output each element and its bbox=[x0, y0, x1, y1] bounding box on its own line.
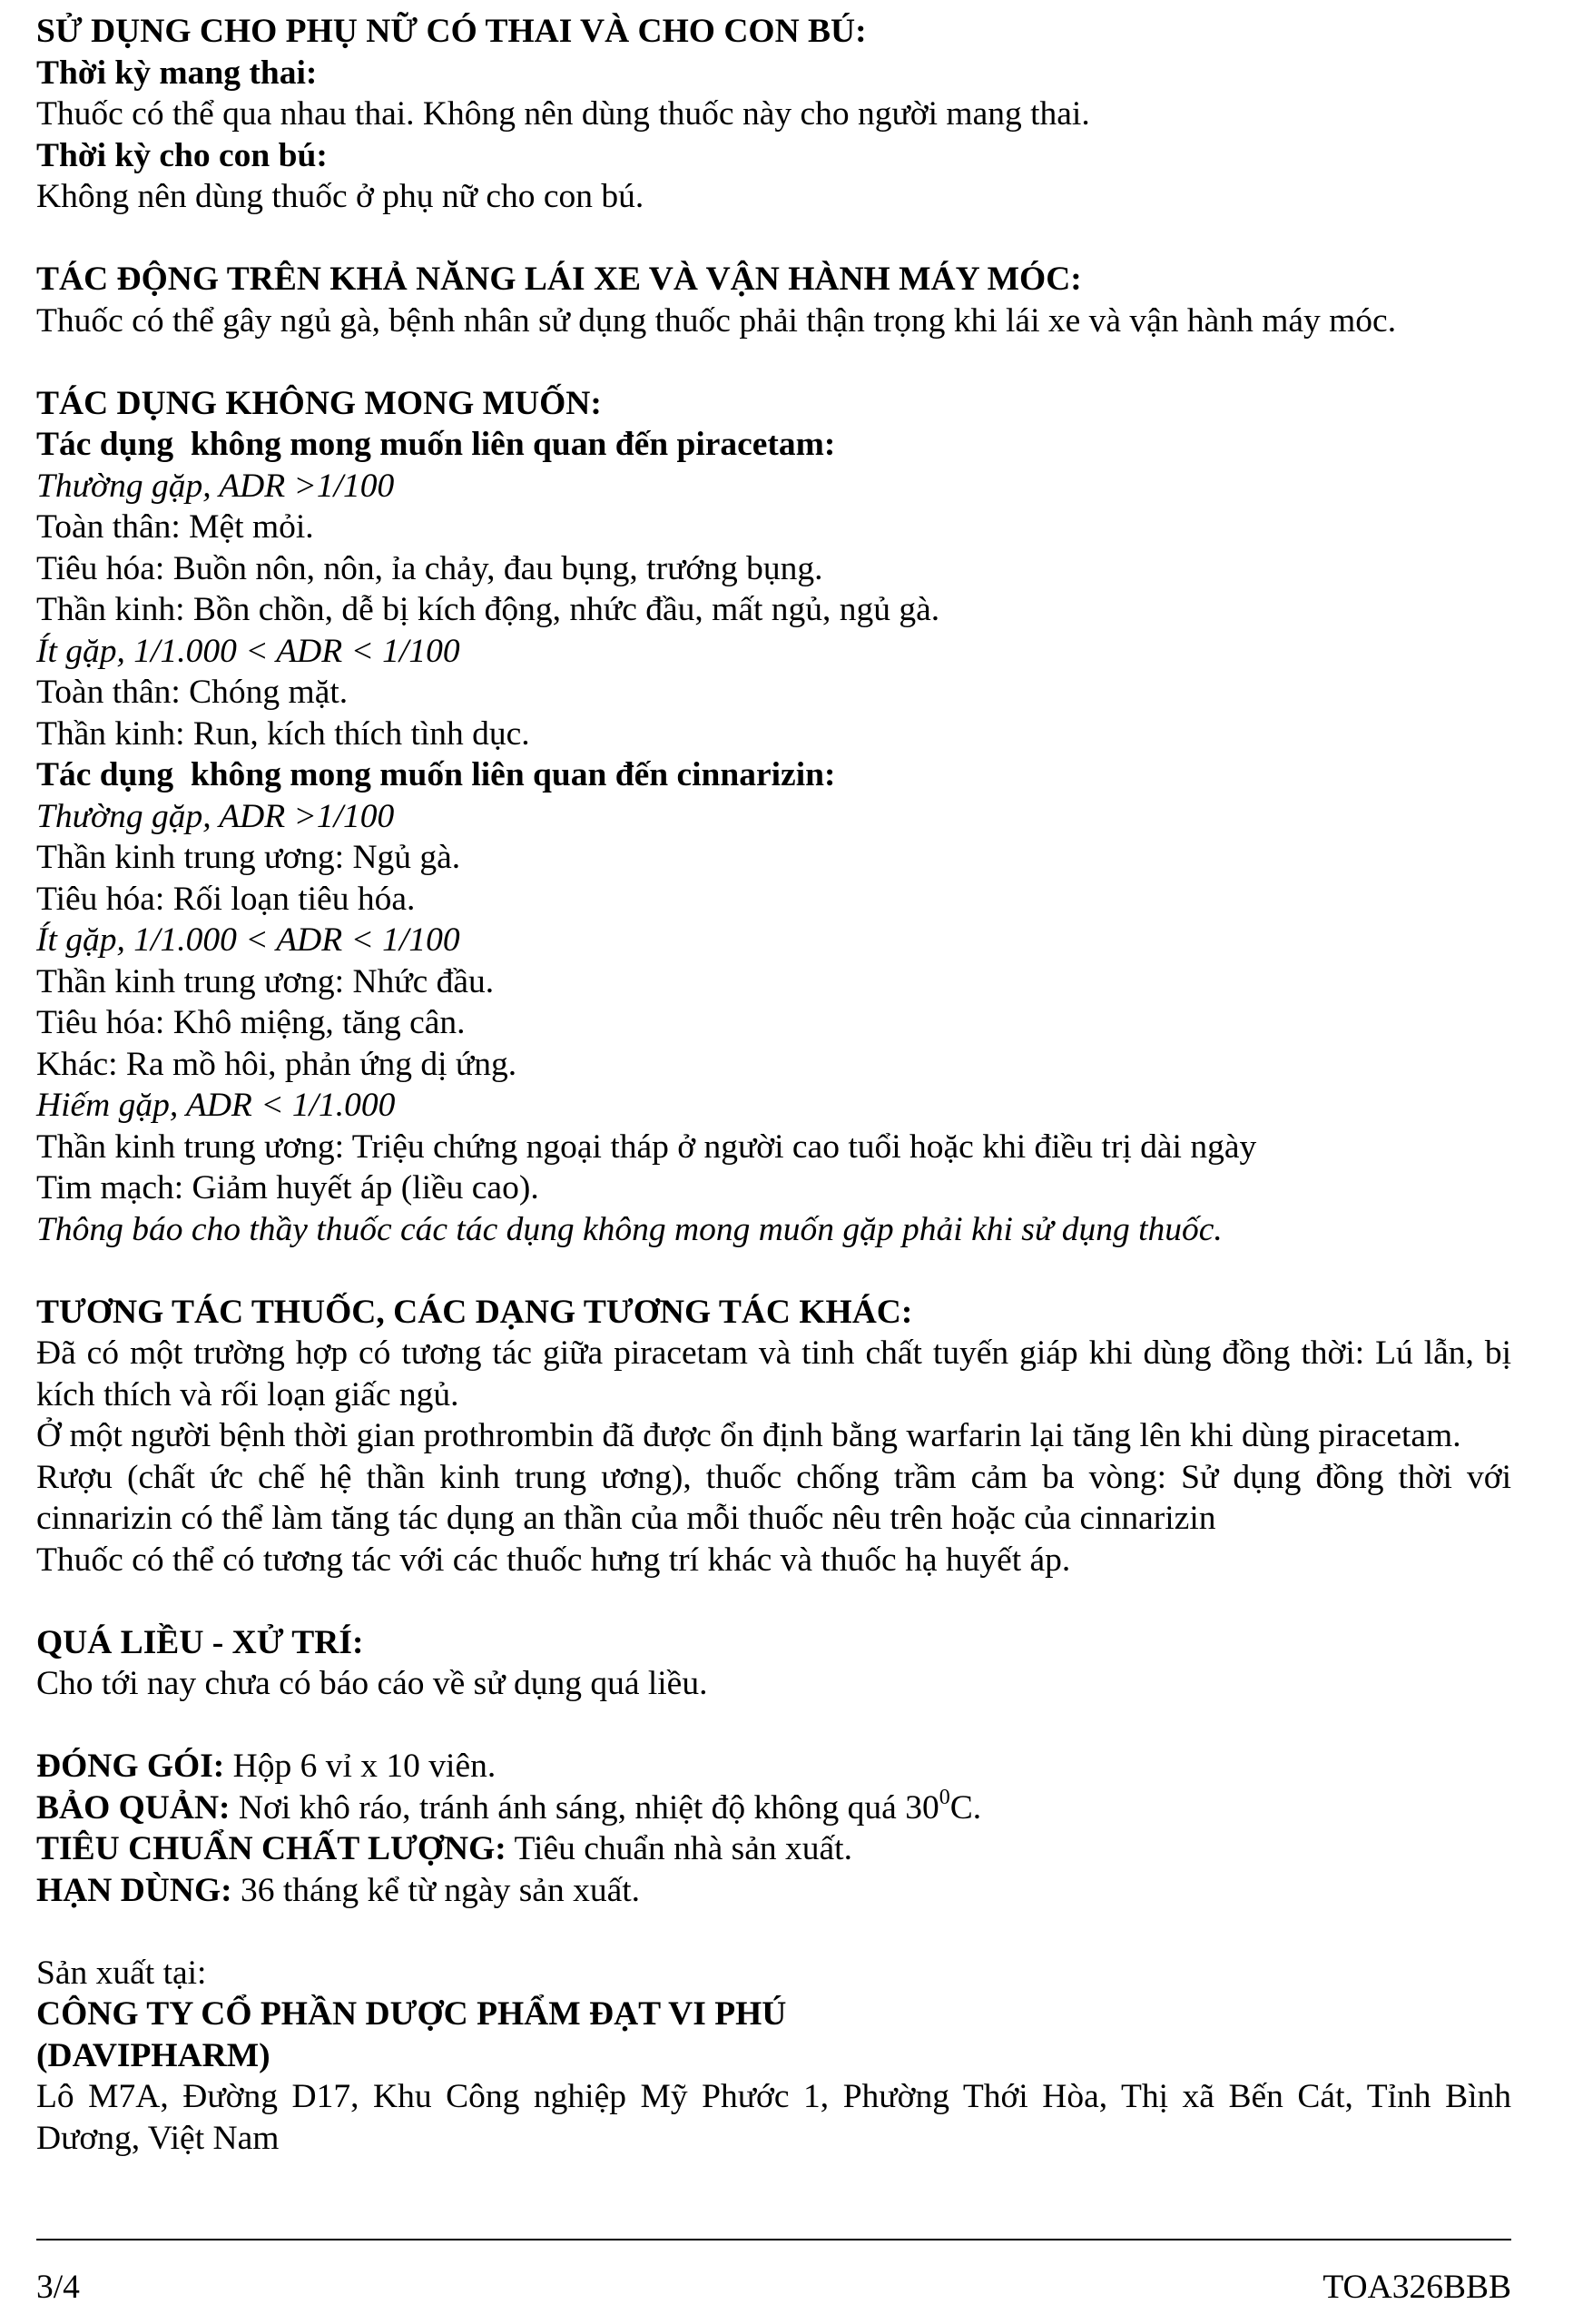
frequency-label: Thường gặp, ADR >1/100 bbox=[36, 467, 395, 505]
list-item: Thần kinh trung ương: Nhức đầu. bbox=[36, 962, 495, 1000]
interactions-section bbox=[36, 1292, 1520, 1581]
list-item: Tim mạch: Giảm huyết áp (liều cao). bbox=[36, 1169, 539, 1206]
quality-value: Tiêu chuẩn nhà sản xuất. bbox=[506, 1830, 852, 1867]
degree-superscript: 0 bbox=[939, 1786, 950, 1809]
storage-unit: C. bbox=[949, 1788, 982, 1827]
document-body bbox=[36, 11, 1520, 2159]
pregnancy-section bbox=[36, 11, 1511, 218]
footer-divider bbox=[36, 2239, 1511, 2240]
notice-text: Thông báo cho thầy thuốc các tác dụng không mong muốn gặp phải khi sử dụng thuốc. bbox=[36, 1210, 1223, 1248]
frequency-label: Ít gặp, 1/1.000 < ADR < 1/100 bbox=[36, 632, 460, 670]
subheading: Thời kỳ mang thai: bbox=[36, 54, 318, 92]
list-item: Toàn thân: Chóng mặt. bbox=[36, 674, 349, 711]
list-item: Toàn thân: Mệt mỏi. bbox=[36, 508, 314, 546]
subheading: Thời kỳ cho con bú: bbox=[36, 136, 328, 174]
manufacturer-section bbox=[36, 1953, 1520, 2160]
list-item: Khác: Ra mồ hôi, phản ứng dị ứng. bbox=[36, 1045, 517, 1083]
expiry-label: HẠN DÙNG: bbox=[36, 1871, 232, 1909]
product-info-section bbox=[36, 1746, 1511, 1911]
manufacturer-intro: Sản xuất tại: bbox=[36, 1954, 207, 1992]
packaging-value: Hộp 6 vỉ x 10 viên. bbox=[224, 1748, 496, 1785]
paragraph: Cho tới nay chưa có báo cáo về sử dụng quá liều. bbox=[36, 1665, 708, 1702]
overdose-section bbox=[36, 1622, 1511, 1705]
subheading: Tác dụng không mong muốn liên quan đến piracetam: bbox=[36, 426, 836, 463]
paragraph: Thuốc có thể có tương tác với các thuốc hưng trí khác và thuốc hạ huyết áp. bbox=[36, 1541, 1071, 1579]
company-short-name: (DAVIPHARM) bbox=[36, 2036, 270, 2074]
storage-label: BẢO QUẢN: bbox=[36, 1788, 231, 1827]
list-item: Thần kinh: Run, kích thích tình dục. bbox=[36, 714, 530, 753]
storage-value: Nơi khô ráo, tránh ánh sáng, nhiệt độ không quá 30 bbox=[230, 1788, 939, 1827]
quality-label: TIÊU CHUẨN CHẤT LƯỢNG: bbox=[36, 1830, 506, 1867]
packaging-line bbox=[36, 1746, 1511, 1787]
page-number: 3/4 bbox=[36, 2269, 80, 2306]
section-heading: SỬ DỤNG CHO PHỤ NỮ CÓ THAI VÀ CHO CON BÚ: bbox=[36, 13, 867, 50]
storage-line bbox=[36, 1787, 1511, 1829]
frequency-label: Hiếm gặp, ADR < 1/1.000 bbox=[36, 1087, 396, 1124]
packaging-label: ĐÓNG GÓI: bbox=[36, 1748, 225, 1785]
paragraph: Thuốc có thể qua nhau thai. Không nên dùng thuốc này cho người mang thai. bbox=[36, 95, 1090, 133]
paragraph: Ở một người bệnh thời gian prothrombin đã được ổn định bằng warfarin lại tăng lên khi dùng piracetam. bbox=[36, 1417, 1461, 1454]
expiry-value: 36 tháng kể từ ngày sản xuất. bbox=[231, 1871, 641, 1909]
paragraph: Thuốc có thể gây ngủ gà, bệnh nhân sử dụng thuốc phải thận trọng khi lái xe và vận hành máy móc. bbox=[36, 301, 1397, 340]
adverse-effects-section bbox=[36, 383, 1511, 1251]
subheading: Tác dụng không mong muốn liên quan đến cinnarizin: bbox=[36, 756, 836, 793]
section-heading: TÁC ĐỘNG TRÊN KHẢ NĂNG LÁI XE VÀ VẬN HÀNH MÁY MÓC: bbox=[36, 261, 1082, 298]
paragraph: Rượu (chất ức chế hệ thần kinh trung ương), thuốc chống trầm cảm ba vòng: Sử dụng đồng thời với cinnarizin có thể làm tăng tác dụng an thần của mỗi thuốc nêu trên hoặc của cinnarizin bbox=[36, 1458, 1520, 1537]
company-name: CÔNG TY CỔ PHẦN DƯỢC PHẨM ĐẠT VI PHÚ bbox=[36, 1995, 787, 2033]
frequency-label: Ít gặp, 1/1.000 < ADR < 1/100 bbox=[36, 921, 460, 959]
list-item: Tiêu hóa: Khô miệng, tăng cân. bbox=[36, 1004, 466, 1041]
expiry-line bbox=[36, 1870, 1511, 1912]
list-item: Thần kinh trung ương: Triệu chứng ngoại tháp ở người cao tuổi hoặc khi điều trị dài ngày bbox=[36, 1128, 1257, 1166]
section-heading: TÁC DỤNG KHÔNG MONG MUỐN: bbox=[36, 384, 602, 422]
company-address: Lô M7A, Đường D17, Khu Công nghiệp Mỹ Phước 1, Phường Thới Hòa, Thị xã Bến Cát, Tỉnh Bình Dương, Việt Nam bbox=[36, 2078, 1520, 2157]
paragraph: Không nên dùng thuốc ở phụ nữ cho con bú. bbox=[36, 178, 644, 215]
document-code: TOA326BBB bbox=[1322, 2269, 1511, 2306]
driving-section bbox=[36, 259, 1511, 341]
section-heading: TƯƠNG TÁC THUỐC, CÁC DẠNG TƯƠNG TÁC KHÁC: bbox=[36, 1293, 913, 1331]
frequency-label: Thường gặp, ADR >1/100 bbox=[36, 797, 395, 835]
section-heading: QUÁ LIỀU - XỬ TRÍ: bbox=[36, 1623, 364, 1661]
list-item: Thần kinh: Bồn chồn, dễ bị kích động, nhức đầu, mất ngủ, ngủ gà. bbox=[36, 591, 940, 628]
paragraph: Đã có một trường hợp có tương tác giữa piracetam và tinh chất tuyến giáp khi dùng đồng thời: Lú lẫn, bị kích thích và rối loạn giấc ngủ. bbox=[36, 1334, 1520, 1413]
quality-line bbox=[36, 1828, 1511, 1870]
list-item: Tiêu hóa: Rối loạn tiêu hóa. bbox=[36, 880, 416, 918]
list-item: Tiêu hóa: Buồn nôn, nôn, ỉa chảy, đau bụng, trướng bụng. bbox=[36, 549, 823, 587]
list-item: Thần kinh trung ương: Ngủ gà. bbox=[36, 839, 461, 876]
